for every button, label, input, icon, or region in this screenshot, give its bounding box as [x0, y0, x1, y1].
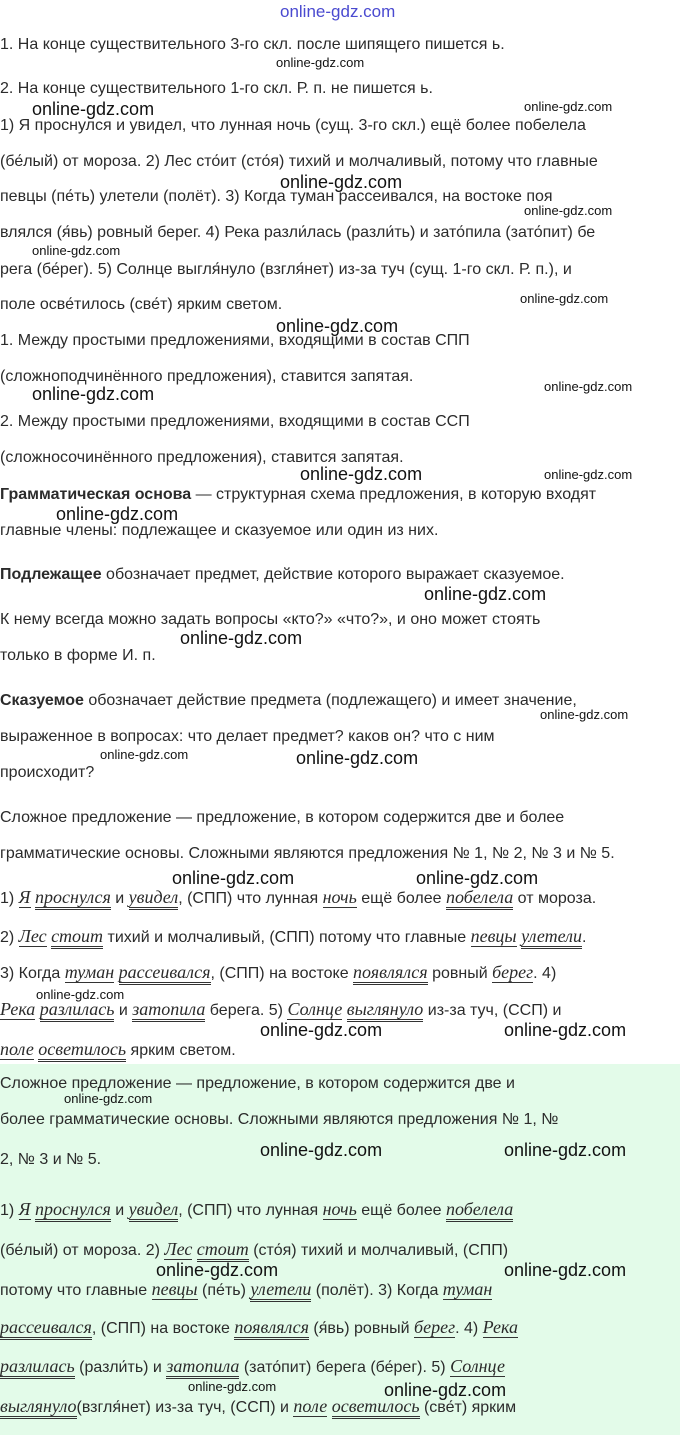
text-segment: 1) — [0, 1202, 19, 1219]
text-segment: более грамматические основы. Сложными являются предложения № 1, № — [0, 1111, 559, 1128]
watermark-text: online-gdz.com — [56, 504, 179, 524]
text-segment: берега. 5) — [205, 1002, 288, 1019]
predicate-underline: появлялся — [353, 962, 428, 985]
predicate-underline: выглянуло — [347, 999, 424, 1022]
text-segment: обозначает действие предмета (подлежащего) и имеет значение, — [83, 692, 577, 709]
text-segment: выраженное в вопросах: что делает предмет? каков он? что с ним — [0, 728, 495, 745]
predicate-underline: проснулся — [35, 1199, 111, 1222]
text-segment: ещё более — [356, 890, 446, 907]
text-line — [0, 728, 680, 746]
text-segment: . 4) — [455, 1320, 483, 1337]
text-segment: потому что главные — [0, 1282, 152, 1299]
predicate-underline: побелела — [446, 887, 513, 910]
text-segment: из-за туч, (ССП) и — [423, 1002, 562, 1019]
text-line — [0, 1200, 680, 1220]
predicate-underline: проснулся — [35, 887, 111, 910]
text-segment: , (СПП) что лунная — [178, 1202, 323, 1219]
text-segment: и — [110, 890, 129, 907]
subject-underline: поле — [0, 1039, 34, 1059]
subject-underline: Река — [482, 1317, 518, 1337]
text-segment: , (СПП) на востоке — [210, 965, 354, 982]
text-segment: (сложносочинённого предложения), ставится запятая. — [0, 449, 404, 466]
site-title[interactable]: online-gdz.com — [280, 2, 396, 21]
text-segment: ровный — [427, 965, 493, 982]
predicate-underline: стоит — [197, 1239, 249, 1262]
text-segment: ярким светом. — [126, 1042, 236, 1059]
predicate-underline: побелела — [446, 1199, 513, 1222]
text-segment: К нему всегда можно задать вопросы «кто?» «что?», и оно может стоять — [0, 611, 541, 628]
text-segment: 3) Когда — [0, 965, 65, 982]
text-segment: поле осве́тилось (све́т) ярким светом. — [0, 296, 283, 313]
predicate-underline: стоит — [51, 926, 103, 949]
predicate-underline: осветилось — [332, 1396, 420, 1419]
watermark-text: online-gdz.com — [520, 291, 609, 306]
text-line — [0, 963, 680, 983]
subject-underline: Я — [18, 887, 31, 907]
subject-underline: ночь — [322, 1199, 357, 1219]
text-line — [0, 224, 680, 242]
predicate-underline: выглянуло — [0, 1396, 77, 1419]
watermark-text: online-gdz.com — [504, 1260, 627, 1280]
term-bold: Подлежащее — [0, 566, 102, 583]
text-line — [0, 1000, 680, 1020]
watermark-text: online-gdz.com — [524, 203, 613, 218]
predicate-underline: улетели — [521, 926, 582, 949]
text-line — [0, 845, 680, 863]
watermark-text: online-gdz.com — [504, 1020, 627, 1040]
text-line — [0, 647, 680, 665]
text-segment: 1) Я проснулся и увидел, что лунная ночь (сущ. 3-го скл.) ещё более побелела — [0, 117, 586, 134]
text-line — [0, 809, 680, 827]
text-segment: ещё более — [356, 1202, 446, 1219]
text-segment: рега (бе́рег). 5) Солнце выгля́нуло (взгля́нет) из-за туч (сущ. 1-го скл. Р. п.), и — [0, 261, 572, 278]
predicate-underline: увидел — [129, 1199, 179, 1222]
text-line — [0, 1357, 680, 1377]
watermark-text: online-gdz.com — [384, 1380, 507, 1400]
watermark-text: online-gdz.com — [156, 1260, 279, 1280]
text-segment: происходит? — [0, 764, 95, 781]
text-segment: (зато́пит) берега (бе́рег). 5) — [239, 1359, 451, 1376]
text-segment: (пе́ть) — [197, 1282, 251, 1299]
text-line — [0, 1040, 680, 1060]
text-segment: 2, № 3 и № 5. — [0, 1151, 102, 1168]
text-segment: Сложное предложение — предложение, в котором содержится две и — [0, 1075, 515, 1092]
text-segment: . — [582, 929, 587, 946]
term-bold: Грамматическая основа — [0, 486, 192, 503]
watermark-text: online-gdz.com — [260, 1140, 383, 1160]
text-segment: 1) — [0, 890, 19, 907]
text-segment: певцы (пе́ть) улетели (полёт). 3) Когда туман рассеивался, на востоке поя — [0, 188, 553, 205]
watermark-text: online-gdz.com — [416, 868, 539, 888]
text-segment: и — [110, 1202, 129, 1219]
text-line — [0, 1280, 680, 1300]
text-segment: влялся (я́вь) ровный берег. 4) Река разли́лась (разли́ть) и зато́пила (зато́пит) бе — [0, 224, 596, 241]
text-segment: (взгля́нет) из-за туч, (ССП) и — [76, 1399, 294, 1416]
text-segment: Сложное предложение — предложение, в котором содержится две и более — [0, 809, 565, 826]
predicate-underline: осветилось — [38, 1039, 126, 1062]
text-segment: (сложноподчинённого предложения), ставится запятая. — [0, 368, 414, 385]
watermark-text: online-gdz.com — [64, 1091, 153, 1106]
subject-underline: певцы — [470, 926, 517, 946]
watermark-text: online-gdz.com — [32, 99, 155, 119]
subject-underline: Река — [0, 999, 36, 1019]
watermark-text: online-gdz.com — [276, 316, 399, 336]
text-line — [0, 566, 680, 584]
subject-underline: Я — [18, 1199, 31, 1219]
watermark-text: online-gdz.com — [276, 55, 365, 70]
watermark-text: online-gdz.com — [504, 1140, 627, 1160]
predicate-underline: разлилась — [40, 999, 115, 1022]
text-segment: главные члены: подлежащее и сказуемое или один из них. — [0, 522, 439, 539]
watermark-text: online-gdz.com — [540, 707, 629, 722]
text-line — [0, 1240, 680, 1260]
watermark-text: online-gdz.com — [260, 1020, 383, 1040]
watermark-text: online-gdz.com — [172, 868, 295, 888]
text-segment: (бе́лый) от мороза. 2) — [0, 1242, 165, 1259]
predicate-underline: увидел — [129, 887, 179, 910]
text-line — [0, 888, 680, 908]
text-line — [0, 1397, 680, 1417]
text-line — [0, 486, 680, 504]
text-segment: (све́т) ярким — [419, 1399, 517, 1416]
predicate-underline: рассеивался — [119, 962, 211, 985]
text-segment: тихий и молчаливый, (СПП) потому что главные — [103, 929, 471, 946]
text-segment: 2. На конце существительного 1-го скл. Р. п. не пишется ь. — [0, 80, 433, 97]
subject-underline: певцы — [151, 1279, 198, 1299]
text-line — [0, 261, 680, 279]
subject-underline: поле — [293, 1396, 328, 1416]
watermark-text: online-gdz.com — [296, 748, 419, 768]
term-bold: Сказуемое — [0, 692, 84, 709]
watermark-text: online-gdz.com — [188, 1379, 277, 1394]
text-segment: — структурная схема предложения, в которую входят — [191, 486, 597, 503]
subject-underline: берег — [414, 1317, 456, 1337]
text-segment: только в форме И. п. — [0, 647, 156, 664]
text-segment: 2. Между простыми предложениями, входящими в состав ССП — [0, 413, 470, 430]
text-segment: . 4) — [533, 965, 557, 982]
predicate-underline: рассеивался — [0, 1317, 92, 1340]
predicate-underline: затопила — [132, 999, 205, 1022]
text-line — [0, 1318, 680, 1338]
text-segment: 1. Между простыми предложениями, входящими в состав СПП — [0, 332, 470, 349]
subject-underline: туман — [442, 1279, 493, 1299]
subject-underline: туман — [64, 962, 115, 982]
text-line — [0, 36, 680, 54]
text-segment: , (СПП) что лунная — [178, 890, 323, 907]
watermark-text: online-gdz.com — [300, 464, 423, 484]
watermark-text: online-gdz.com — [32, 243, 121, 258]
watermark-text: online-gdz.com — [544, 379, 633, 394]
text-segment — [114, 965, 118, 982]
text-line — [0, 153, 680, 171]
subject-underline: Лес — [18, 926, 47, 946]
watermark-text: online-gdz.com — [180, 628, 303, 648]
text-segment: (я́вь) ровный — [308, 1320, 415, 1337]
text-segment: (сто́я) тихий и молчаливый, (СПП) — [248, 1242, 509, 1259]
predicate-underline: затопила — [166, 1356, 239, 1379]
text-line — [0, 1111, 680, 1129]
text-segment: от мороза. — [513, 890, 597, 907]
text-segment: , (СПП) на востоке — [91, 1320, 235, 1337]
text-line — [0, 611, 680, 629]
predicate-underline: появлялся — [234, 1317, 309, 1340]
text-segment: и — [114, 1002, 133, 1019]
watermark-text: online-gdz.com — [280, 172, 403, 192]
text-line — [0, 413, 680, 431]
watermark-text: online-gdz.com — [524, 99, 613, 114]
watermark-text: online-gdz.com — [36, 987, 125, 1002]
text-line — [0, 80, 680, 98]
text-line — [0, 927, 680, 947]
text-segment: 1. На конце существительного 3-го скл. после шипящего пишется ь. — [0, 36, 505, 53]
subject-underline: Солнце — [287, 999, 343, 1019]
watermark-text: online-gdz.com — [544, 467, 633, 482]
subject-underline: берег — [492, 962, 534, 982]
text-segment: (бе́лый) от мороза. 2) Лес сто́ит (сто́я) тихий и молчаливый, потому что главные — [0, 153, 598, 170]
text-segment: (полёт). 3) Когда — [311, 1282, 443, 1299]
watermark-text: online-gdz.com — [424, 584, 547, 604]
watermark-text: online-gdz.com — [100, 747, 189, 762]
subject-underline: ночь — [322, 887, 357, 907]
text-segment: обозначает предмет, действие которого выражает сказуемое. — [101, 566, 565, 583]
watermark-text: online-gdz.com — [32, 384, 155, 404]
predicate-underline: улетели — [250, 1279, 311, 1302]
text-segment: 2) — [0, 929, 19, 946]
subject-underline: Солнце — [450, 1356, 505, 1376]
predicate-underline: разлилась — [0, 1356, 75, 1379]
text-segment: грамматические основы. Сложными являются предложения № 1, № 2, № 3 и № 5. — [0, 845, 615, 862]
subject-underline: Лес — [164, 1239, 193, 1259]
text-segment: (разли́ть) и — [74, 1359, 167, 1376]
